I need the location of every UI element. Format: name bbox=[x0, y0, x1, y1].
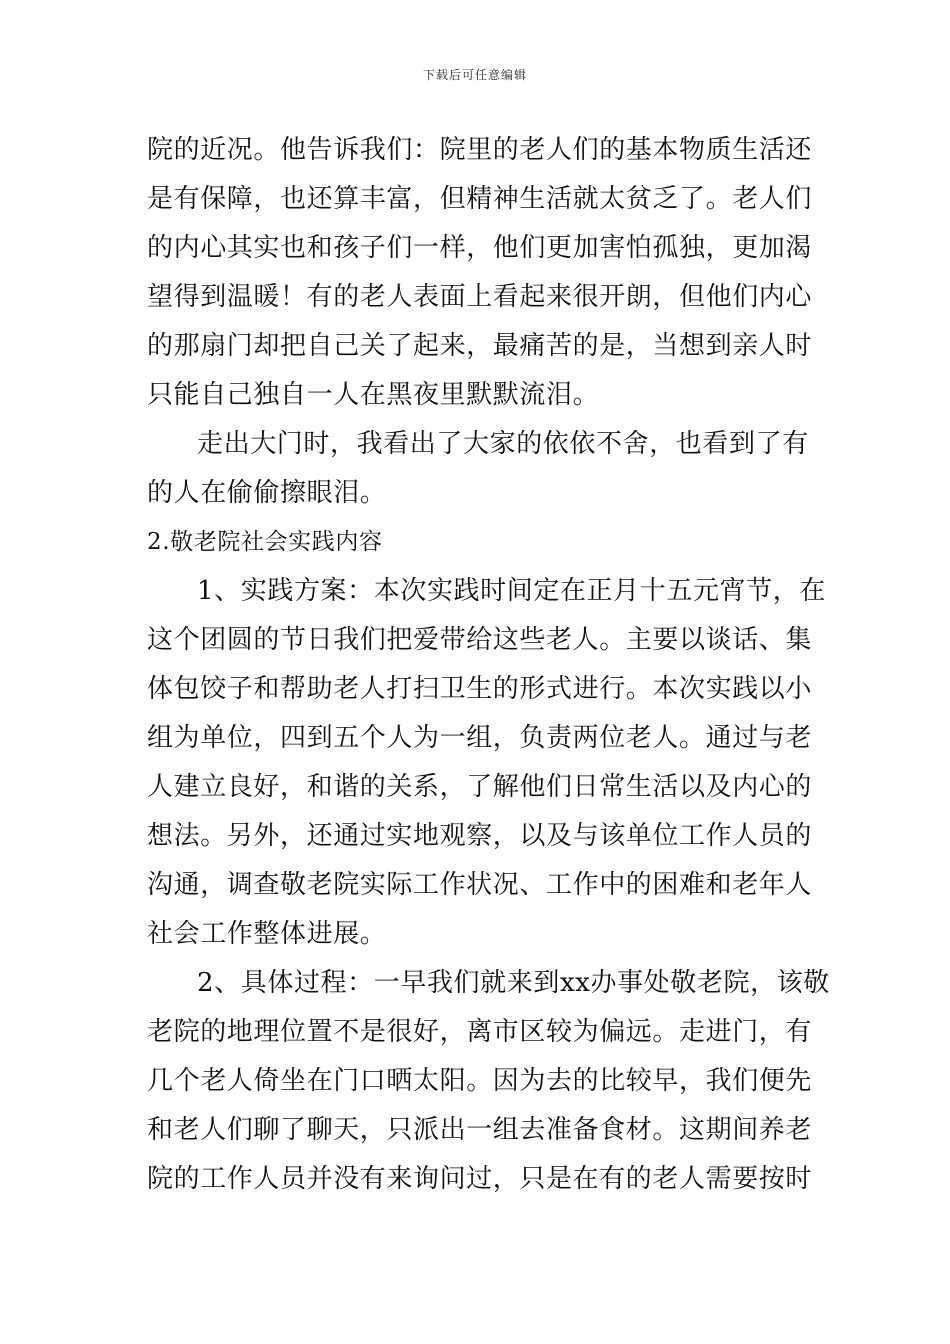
text-line: 2、具体过程：一早我们就来到xx办事处敬老院，该敬 bbox=[197, 968, 830, 998]
text-line: 的那扇门却把自己关了起来，最痛苦的是，当想到亲人时 bbox=[147, 331, 813, 361]
text-line: 老院的地理位置不是很好，离市区较为偏远。走进门，有 bbox=[147, 1017, 813, 1047]
text-line: 想法。另外，还通过实地观察，以及与该单位工作人员的 bbox=[147, 821, 813, 851]
text-line: 组为单位，四到五个人为一组，负责两位老人。通过与老 bbox=[147, 723, 813, 753]
text-line: 的人在偷偷擦眼泪。 bbox=[147, 478, 387, 508]
text-line: 沟通，调查敬老院实际工作状况、工作中的困难和老年人 bbox=[147, 870, 813, 900]
section-heading bbox=[147, 518, 807, 567]
text-line: 院的近况。他告诉我们：院里的老人们的基本物质生活还 bbox=[147, 135, 813, 165]
paragraph-2 bbox=[147, 420, 807, 518]
document-body bbox=[147, 126, 830, 1204]
text-line: 望得到温暖！有的老人表面上看起来很开朗，但他们内心 bbox=[147, 282, 813, 312]
text-line: 是有保障，也还算丰富，但精神生活就太贫乏了。老人们 bbox=[147, 184, 813, 214]
text-line: 和老人们聊了聊天，只派出一组去准备食材。这期间养老 bbox=[147, 1115, 813, 1145]
page-header: 下载后可任意编辑 bbox=[422, 68, 527, 82]
text-line: 几个老人倚坐在门口晒太阳。因为去的比较早，我们便先 bbox=[147, 1066, 813, 1096]
section-heading-text: 2.敬老院社会实践内容 bbox=[147, 529, 383, 555]
paragraph-4 bbox=[147, 959, 830, 1204]
text-line: 院的工作人员并没有来询问过，只是在有的老人需要按时 bbox=[147, 1164, 813, 1194]
text-line: 人建立良好，和谐的关系，了解他们日常生活以及内心的 bbox=[147, 772, 813, 802]
text-line: 只能自己独自一人在黑夜里默默流泪。 bbox=[147, 380, 600, 410]
paragraph-1 bbox=[147, 126, 813, 420]
text-line: 体包饺子和帮助老人打扫卫生的形式进行。本次实践以小 bbox=[147, 674, 813, 704]
text-line: 的内心其实也和孩子们一样，他们更加害怕孤独，更加渴 bbox=[147, 233, 813, 263]
text-line: 社会工作整体进展。 bbox=[147, 919, 387, 949]
text-line: 这个团圆的节日我们把爱带给这些老人。主要以谈话、集 bbox=[147, 625, 813, 655]
text-line: 1、实践方案：本次实践时间定在正月十五元宵节，在 bbox=[197, 576, 826, 606]
text-line: 走出大门时，我看出了大家的依依不舍，也看到了有 bbox=[197, 429, 809, 459]
paragraph-3 bbox=[147, 567, 826, 959]
